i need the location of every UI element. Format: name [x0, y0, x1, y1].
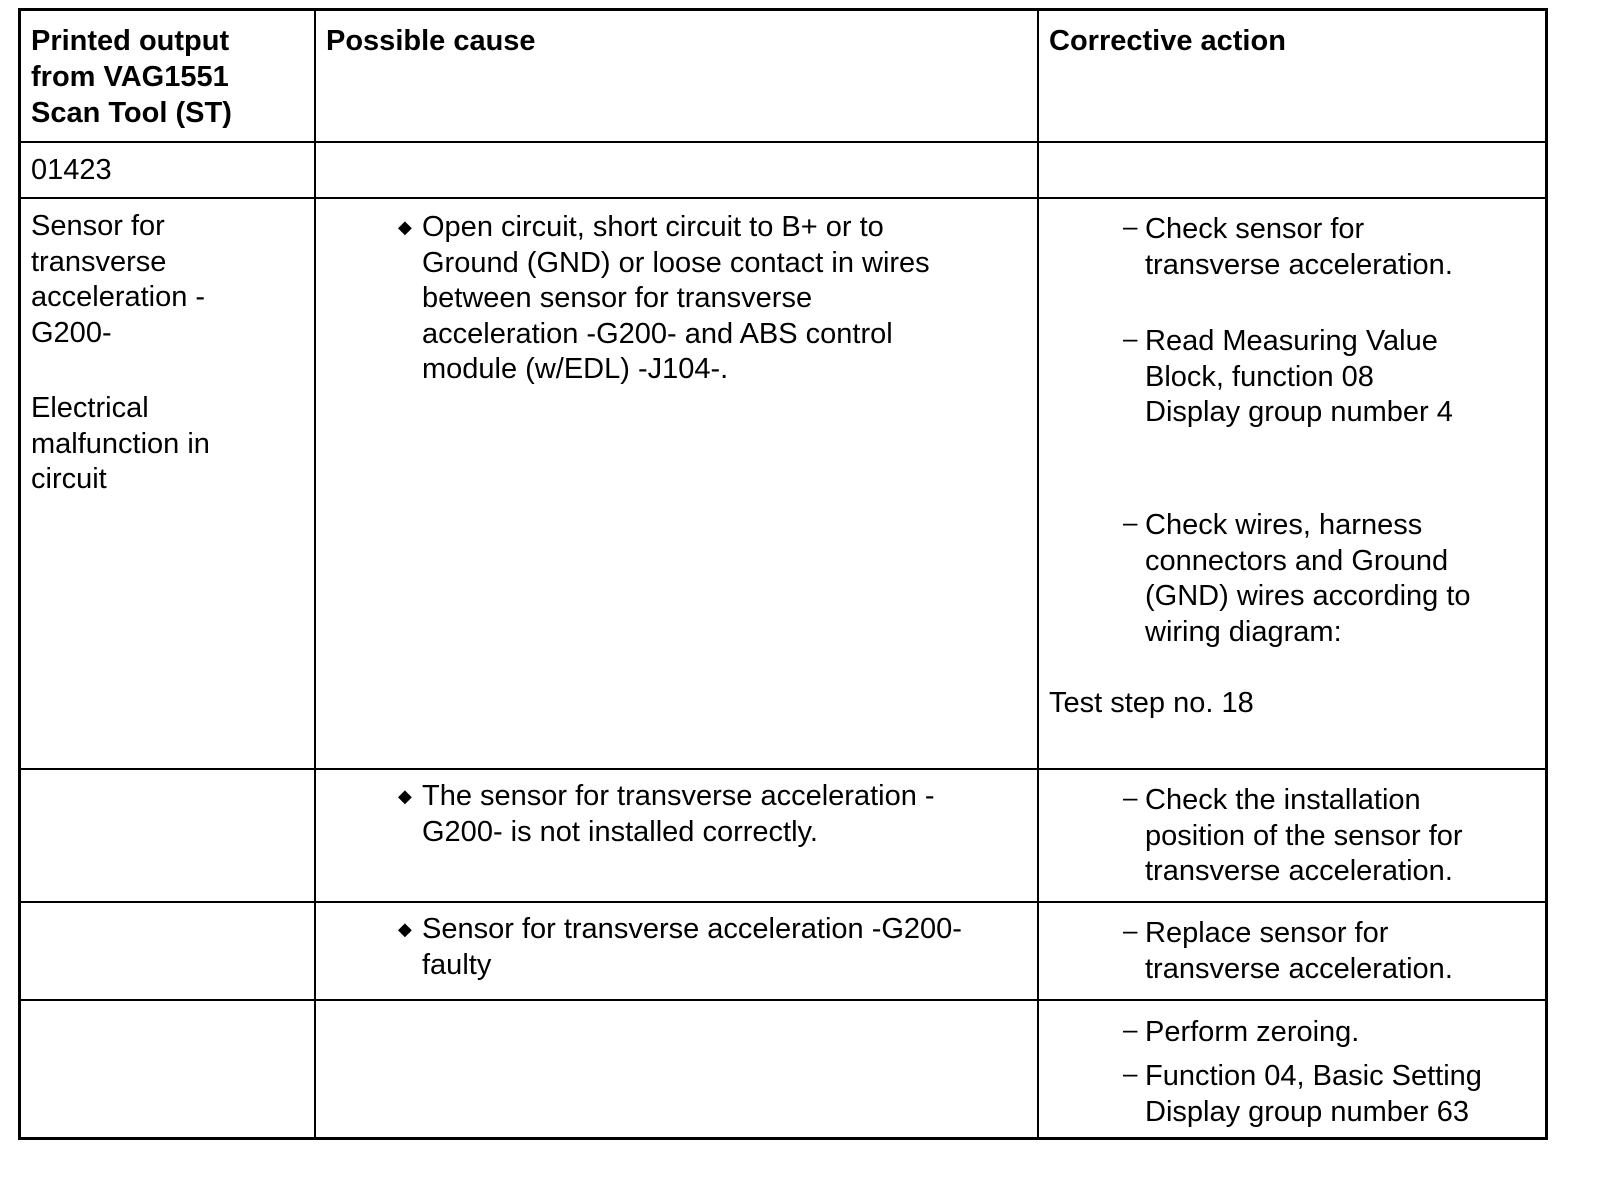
action-item: – Perform zeroing. [1123, 1014, 1360, 1048]
table-header-row [21, 11, 1545, 143]
table-row [21, 1001, 1545, 1137]
dash-icon: – [1123, 915, 1138, 945]
table-row-code [21, 143, 1545, 199]
corrective-action-cell [1039, 770, 1545, 901]
dash-icon: – [1123, 782, 1138, 812]
fault-code: 01423 [31, 154, 112, 186]
header-corrective-action: Corrective action [1049, 25, 1286, 57]
dash-icon: – [1123, 211, 1138, 241]
action-item: – Check sensor for transverse acceleration. [1123, 211, 1453, 281]
action-item: – Replace sensor for transverse acceleration. [1123, 915, 1453, 985]
troubleshooting-table [18, 8, 1548, 1140]
table-row [21, 199, 1545, 770]
cause-item: ◆ The sensor for transverse acceleration - G200- is not installed correctly. [398, 780, 935, 848]
corrective-action-cell [1039, 199, 1545, 768]
possible-cause-cell [316, 770, 1039, 901]
action-item: – Read Measuring Value Block, function 08 Display group number 4 [1123, 323, 1453, 428]
table-row [21, 903, 1545, 1001]
possible-cause-cell [316, 199, 1039, 768]
dash-icon: – [1123, 507, 1138, 537]
test-step: Test step no. 18 [1049, 687, 1254, 719]
bullet-icon: ◆ [398, 919, 412, 939]
action-item: – Function 04, Basic Setting Display group number 63 [1123, 1058, 1482, 1128]
possible-cause-cell [316, 903, 1039, 999]
dash-icon: – [1123, 323, 1138, 353]
cause-item: ◆ Sensor for transverse acceleration -G200- faulty [398, 913, 962, 981]
action-item: – Check wires, harness connectors and Ground (GND) wires according to wiring diagram: [1123, 507, 1471, 648]
corrective-action-cell [1039, 903, 1545, 999]
dash-icon: – [1123, 1058, 1138, 1088]
action-item: – Check the installation position of the sensor for transverse acceleration. [1123, 782, 1463, 887]
corrective-action-cell [1039, 1001, 1545, 1137]
cause-item: ◆ Open circuit, short circuit to B+ or to Ground (GND) or loose contact in wires between sensor for transverse acceleration -G200- and ABS control module (w/EDL) -J104-. [398, 211, 930, 385]
fault-description-cell: Sensor for transverse acceleration - G200- Electrical malfunction in circuit [21, 199, 316, 768]
table-row [21, 770, 1545, 903]
fault-code-cell [21, 143, 316, 197]
bullet-icon: ◆ [398, 217, 412, 237]
header-possible-cause: Possible cause [316, 11, 1039, 141]
header-printed-output: Printed output from VAG1551 Scan Tool (ST) [21, 11, 316, 141]
dash-icon: – [1123, 1014, 1138, 1044]
bullet-icon: ◆ [398, 786, 412, 806]
